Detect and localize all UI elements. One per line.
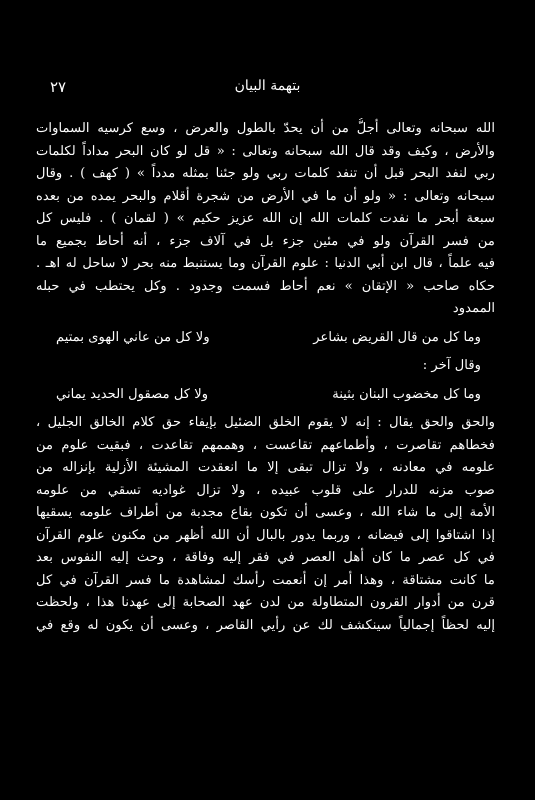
text-line: سبحانه وتعالى : « ولو أن ما في الأرض من شجرة أقلام والبحر يمده من بعده	[36, 188, 495, 204]
paragraph-2	[36, 412, 495, 637]
verse-couplet-2	[36, 384, 495, 407]
page-header	[40, 78, 495, 98]
text-line: حكاه صاحب « الإتقان » نعم أحاط فسمت وجدود . وكل يحتطب في حبله	[36, 278, 495, 294]
text-line: والأرض ، وكيف وقد قال الله سبحانه وتعالى : « قل لو كان البحر مداداً لكلمات	[36, 143, 495, 159]
running-title: بتهمة البيان	[234, 78, 301, 94]
text-line: ربي لنفد البحر قبل أن تنفد كلمات ربي ولو جئنا بمثله مدداً » ( كهف ) . وقال	[36, 166, 495, 181]
text-line: من فسر القرآن ولو في مئين جزء بل في آلاف جزء ، أنه أحاط بجميع ما	[36, 233, 495, 249]
text-line: الأمة إلى ما شاء الله ، وعسى أن تكون بقاع مجدبة من أطراف علومه يسقيها	[36, 505, 495, 520]
text-line: ما كانت مشتاقة ، وهذا أمر إن أنعمت رأسك لمشاهدة ما فسر القرآن في كل	[36, 572, 495, 588]
verse-couplet-1	[36, 327, 495, 350]
text-line: فخطاهم تقاصرت ، وأطماعهم تقاعست ، وهممهم تقاعدت ، فبقيت علوم من	[36, 437, 495, 453]
text-line: صوب مزنه للدرار على قلوب عبيده ، ولا تزال غواديه تسقي من علومه	[36, 482, 495, 498]
verse-left-hemistich: ولا كل من عاني الهوى بمتيم	[56, 329, 210, 345]
text-line: سبعة أبحر ما نفدت كلمات الله إن الله عزيز حكيم » ( لقمان ) . فليس كل	[36, 211, 495, 226]
text-line: فيه علماً ، قال ابن أبي الدنيا : علوم القرآن وما يستنبط منه بحر لا ساحل له اهـ .	[36, 256, 495, 271]
text-line: الممدود	[452, 301, 495, 316]
page-number: ٢٧	[50, 78, 67, 96]
verse-right-hemistich: وما كل مخضوب البنان بثينة	[332, 386, 481, 402]
verse-intro: وقال آخر :	[422, 358, 481, 373]
text-line: والحق والحق يقال : إنه لا يقوم الخلق الضئيل بإيفاء حق كلام الخالق الجليل ،	[36, 415, 495, 430]
page-body	[36, 118, 495, 637]
text-line: الله سبحانه وتعالى أجلُّ من أن يحدّ بالطول والعرض ، وسع كرسيه السماوات	[36, 121, 495, 136]
text-line: إليه لحظاً إجمالياً سينكشف لك عن رأيي القاصر ، وعسى أن يكون له وقع في	[36, 617, 495, 633]
paragraph-1	[36, 118, 495, 321]
text-line: علومه في معادنه ، ولا تزال تبقى إلا ما انعقدت المشيئة الأزلية بإنزاله من	[36, 460, 495, 475]
verse-left-hemistich: ولا كل مصقول الحديد يماني	[56, 386, 209, 402]
text-line: إذا اشتاقوا إلى فيضانه ، وربما يدور بالبال أن الله أظهر من مكنون علوم القرآن	[36, 527, 495, 543]
text-line: قرن من أدوار القرون المتطاولة من لدن عهد الصحابة إلى عهدنا هذا ، ولحظت	[36, 595, 495, 610]
verse-right-hemistich: وما كل من قال القريض بشاعر	[313, 329, 481, 345]
text-line: في كل عصر ما كان أهل العصر في فقر إليه وفاقة ، وحث إليه النفوس بعد	[36, 550, 495, 565]
